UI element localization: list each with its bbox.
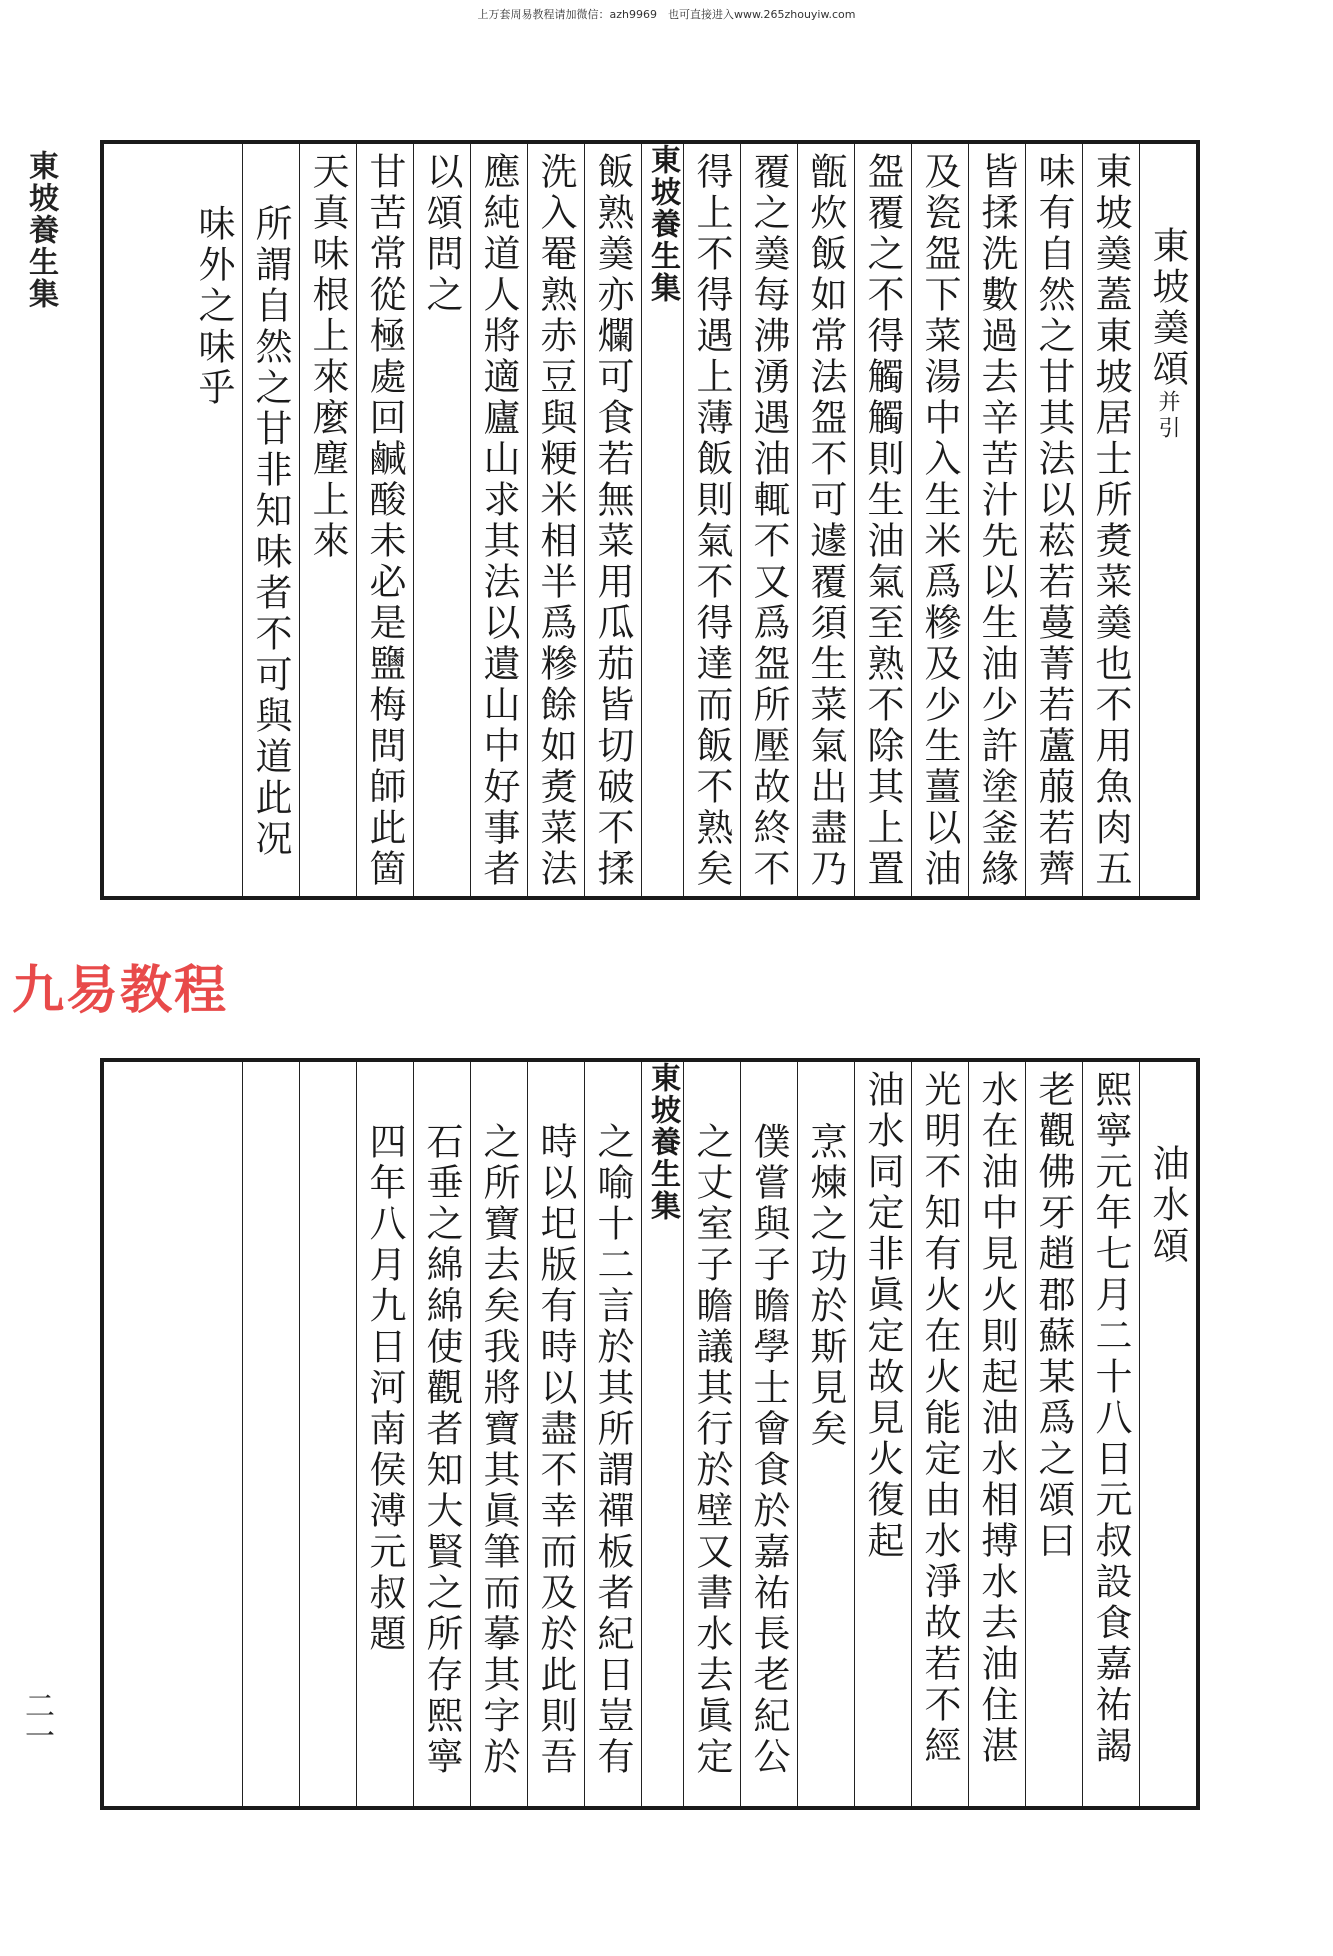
spine-title: 東坡養生集 (23, 150, 58, 310)
page-a-frame (100, 140, 1200, 900)
text-column: 所謂自然之甘非知味者不可與道此况 (242, 144, 299, 896)
text-column: 天真味根上來麼塵上來 (299, 144, 356, 896)
page-a-title-note: 并引 (1155, 390, 1180, 442)
text-column: 老觀佛牙趙郡蘇某爲之頌曰 (1025, 1062, 1082, 1806)
text-column: 僕嘗與子瞻學士會食於嘉祐長老紀公 (740, 1062, 797, 1806)
text-column: 之所寶去矣我將寶其眞筆而摹其字於 (470, 1062, 527, 1806)
page-b-center-fold (641, 1062, 683, 1806)
text-column: 光明不知有火在火能定由水淨故若不經 (911, 1062, 968, 1806)
empty-column (242, 1062, 299, 1806)
watermark-logo: 九易教程 (12, 961, 229, 1021)
text-column: 之丈室子瞻議其行於壁又書水去眞定 (683, 1062, 740, 1806)
page-b-title-column (1139, 1062, 1196, 1806)
text-column: 四年八月九日河南侯溥元叔題 (356, 1062, 413, 1806)
text-column: 甘苦常從極處回鹹酸未必是鹽梅問師此箇 (356, 144, 413, 896)
page-b-title: 油水頌 (1146, 1144, 1189, 1267)
text-column: 油水同定非眞定故見火復起 (854, 1062, 911, 1806)
page-number: 二一 (19, 1690, 54, 1750)
page-b-frame (100, 1058, 1200, 1810)
text-column: 時以圯版有時以盡不幸而及於此則吾 (527, 1062, 584, 1806)
text-column: 洗入罨熟赤豆與粳米相半爲糝餘如煑菜法 (527, 144, 584, 896)
text-column: 之喻十二言於其所謂禪板者紀日豈有 (584, 1062, 641, 1806)
text-column: 以頌問之 (413, 144, 470, 896)
empty-column (185, 1062, 242, 1806)
page-a-center-fold (641, 144, 683, 896)
text-column: 烹煉之功於斯見矣 (797, 1062, 854, 1806)
text-column: 石垂之綿綿使觀者知大賢之所存熙寧 (413, 1062, 470, 1806)
center-fold-title: 東坡養生集 (645, 144, 680, 304)
text-column: 及瓷盌下菜湯中入生米爲糝及少生薑以油 (911, 144, 968, 896)
empty-column (299, 1062, 356, 1806)
text-column: 飯熟羮亦爛可食若無菜用瓜茄皆切破不揉 (584, 144, 641, 896)
top-banner: 上万套周易教程请加微信：azh9969 也可直接进入www.265zhouyiw.com (477, 8, 856, 21)
page-a-title-column (1139, 144, 1196, 896)
text-column: 熙寧元年七月二十八日元叔設食嘉祐謁 (1082, 1062, 1139, 1806)
text-column: 得上不得遇上薄飯則氣不得達而飯不熟矣 (683, 144, 740, 896)
text-column: 皆揉洗數過去辛苦汁先以生油少許塗釜緣 (968, 144, 1025, 896)
text-column: 甑炊飯如常法盌不可遽覆須生菜氣出盡乃 (797, 144, 854, 896)
page-a-title: 東坡羮頌 (1146, 226, 1189, 390)
text-column: 水在油中見火則起油水相搏水去油住湛 (968, 1062, 1025, 1806)
text-column: 味有自然之甘其法以菘若蔓菁若蘆菔若薺 (1025, 144, 1082, 896)
text-column: 盌覆之不得觸觸則生油氣至熟不除其上置 (854, 144, 911, 896)
text-column: 東坡羮蓋東坡居士所煑菜羮也不用魚肉五 (1082, 144, 1139, 896)
text-column: 應純道人將適廬山求其法以遺山中好事者 (470, 144, 527, 896)
text-column: 味外之味乎 (192, 204, 235, 409)
text-column: 覆之羮每沸湧遇油輒不又爲盌所壓故終不 (740, 144, 797, 896)
center-fold-title: 東坡養生集 (645, 1062, 680, 1222)
